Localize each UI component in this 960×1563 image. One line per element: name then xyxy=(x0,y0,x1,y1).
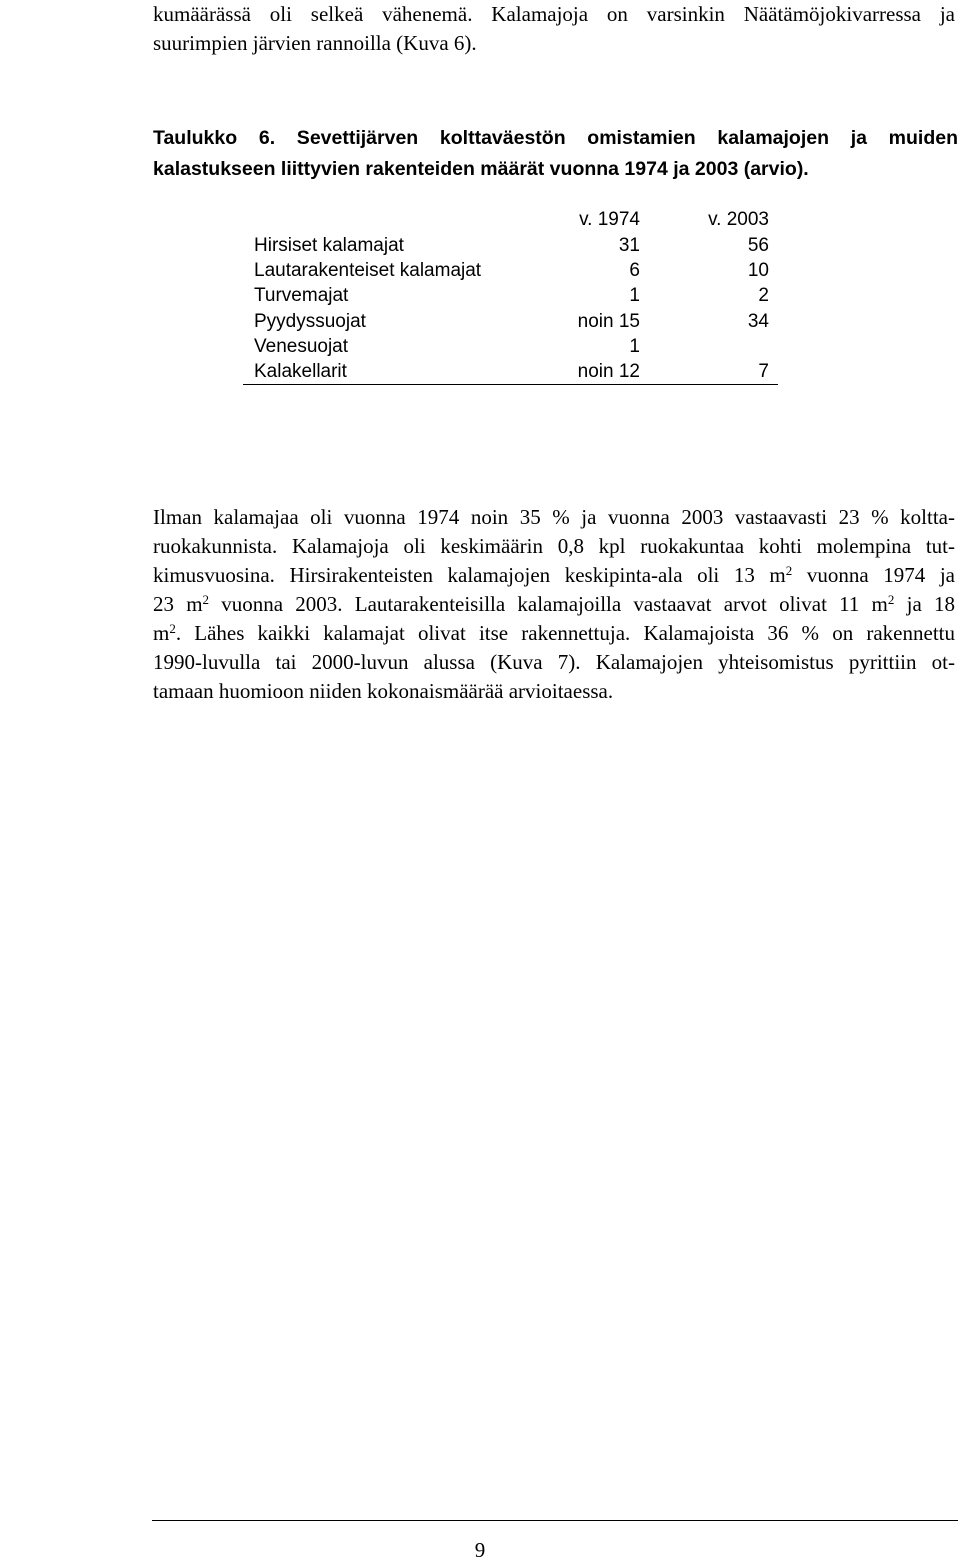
superscript: 2 xyxy=(169,621,176,636)
value-2003: 2 xyxy=(758,285,769,307)
value-1974: 1 xyxy=(629,285,640,307)
intro-line-1: kumäärässä oli selkeä vähenemä. Kalamajoja on varsinkin Näätämöjokivarressa ja xyxy=(153,2,955,26)
table-header-row xyxy=(243,206,778,233)
value-2003: 7 xyxy=(650,359,778,385)
value-2003 xyxy=(650,334,778,359)
superscript: 2 xyxy=(887,592,895,607)
table-row xyxy=(243,359,778,385)
structures-table xyxy=(243,206,778,385)
body-line-1: Ilman kalamajaa oli vuonna 1974 noin 35 % ja vuonna 2003 vastaavasti 23 % koltta- xyxy=(153,505,955,529)
value-1974: noin 12 xyxy=(541,359,650,385)
value-2003: 34 xyxy=(747,310,769,332)
table-header-1974: v. 1974 xyxy=(579,209,640,230)
intro-paragraph xyxy=(153,0,955,58)
table-row xyxy=(243,309,778,334)
body-line-7: tamaan huomioon niiden kokonaismäärää arvioitaessa. xyxy=(153,679,614,703)
superscript: 2 xyxy=(785,563,793,578)
table-row xyxy=(243,334,778,359)
row-label: Kalakellarit xyxy=(243,359,541,385)
row-label: Lautarakenteiset kalamajat xyxy=(254,260,482,282)
body-line-4 xyxy=(153,590,955,619)
value-1974: 31 xyxy=(618,235,640,257)
table-header-2003: v. 2003 xyxy=(708,209,769,230)
body-line-3 xyxy=(153,561,955,590)
page-number: 9 xyxy=(474,1538,486,1562)
table-caption-line-2: kalastukseen liittyvien rakenteiden määrät vuonna 1974 ja 2003 (arvio). xyxy=(153,158,809,180)
body-text-run: ja 18 xyxy=(894,592,955,616)
table-row xyxy=(243,283,778,308)
row-label: Pyydyssuojat xyxy=(254,310,366,332)
body-line-5 xyxy=(153,619,955,648)
row-label: Turvemajat xyxy=(254,285,349,307)
intro-line-2: suurimpien järvien rannoilla (Kuva 6). xyxy=(153,31,477,55)
superscript: 2 xyxy=(202,592,210,607)
body-text-run: vuonna 2003. Lautarakenteisilla kalamajoilla vastaavat arvot olivat 11 m xyxy=(209,592,888,616)
value-2003: 10 xyxy=(747,260,769,282)
footer-divider xyxy=(152,1520,958,1521)
row-label: Venesuojat xyxy=(254,335,349,357)
body-text-run: 23 m xyxy=(153,592,203,616)
body-line-6: 1990-luvulla tai 2000-luvun alussa (Kuva 7). Kalamajojen yhteisomistus pyrittiin ot- xyxy=(153,650,955,674)
body-text-run: vuonna 1974 ja xyxy=(792,563,955,587)
row-label: Hirsiset kalamajat xyxy=(254,235,404,257)
value-2003: 56 xyxy=(747,235,769,257)
body-paragraph xyxy=(153,503,955,706)
body-text-run: kimusvuosina. Hirsirakenteisten kalamajojen keskipinta-ala oli 13 m xyxy=(153,563,786,587)
body-line-2: ruokakunnista. Kalamajoja oli keskimäärin 0,8 kpl ruokakuntaa kohti molempina tut- xyxy=(153,534,955,558)
table-header-label xyxy=(243,206,541,233)
value-1974: noin 15 xyxy=(577,310,640,332)
table-row xyxy=(243,233,778,258)
value-1974: 6 xyxy=(629,260,640,282)
body-text-run: m xyxy=(153,621,170,645)
value-1974: 1 xyxy=(629,335,640,357)
table-caption-line-1: Taulukko 6. Sevettijärven kolttaväestön omistamien kalamajojen ja muiden xyxy=(153,127,958,149)
body-text-run: . Lähes kaikki kalamajat olivat itse rakennettuja. Kalamajoista 36 % on rakennettu xyxy=(175,621,955,645)
table-caption xyxy=(153,123,958,185)
table-row xyxy=(243,258,778,283)
